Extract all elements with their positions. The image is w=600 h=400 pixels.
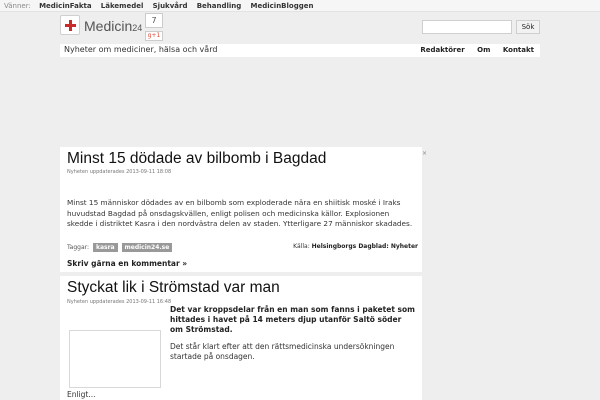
medical-kit-icon[interactable] [60, 15, 80, 35]
tag-medicin24[interactable]: medicin24.se [122, 243, 173, 252]
friend-link-sjukvard[interactable]: Sjukvård [152, 2, 188, 10]
logo-suffix: 24 [132, 23, 143, 33]
site-header [60, 12, 540, 45]
nav-om[interactable]: Om [477, 46, 491, 54]
main-nav [410, 46, 534, 54]
source-label: Källa: [293, 243, 310, 250]
friend-link-behandling[interactable]: Behandling [196, 2, 242, 10]
source-link[interactable]: Helsingborgs Dagblad: Nyheter [311, 243, 418, 250]
close-icon[interactable]: × [422, 150, 428, 157]
share-count: 7 [145, 13, 163, 28]
friend-link-medicinfakta[interactable]: MedicinFakta [39, 2, 92, 10]
friends-label: Vänner: [4, 2, 31, 10]
article-title[interactable]: Styckat lik i Strömstad var man [67, 279, 280, 296]
nav-kontakt[interactable]: Kontakt [502, 46, 534, 54]
friends-bar [0, 0, 600, 12]
write-comment-link[interactable]: Skriv gärna en kommentar » [67, 259, 188, 268]
tag-kasra[interactable]: kasra [93, 243, 118, 252]
article-card [60, 147, 422, 272]
article-paragraph: Det står klart efter att den rättsmedicinska undersökningen startade på onsdagen. [170, 342, 395, 361]
tags-label: Taggar: [67, 244, 90, 251]
article-lead: Det var kroppsdelar från en man som fanns i paketet som hittades i havet på 14 meters djup utanför Saltö söder om Strömstad. [170, 305, 415, 334]
article-thumbnail[interactable] [69, 330, 161, 388]
article-excerpt-continued: Enligt... [67, 390, 96, 399]
friend-link-medicinbloggen[interactable]: MedicinBloggen [250, 2, 314, 10]
article-updated: Nyheten uppdaterades 2013-09-11 18:08 [67, 169, 172, 175]
article-updated: Nyheten uppdaterades 2013-09-11 16:48 [67, 299, 172, 305]
article-source [293, 243, 418, 250]
article-card [60, 276, 422, 400]
article-body: Minst 15 människor dödades av en bilbomb som exploderade nära en shiitisk moské i Iraks huvudstad Bagdad på onsdagskvällen, enligt polisen och medicinska källor. Explosionen skedde i distriktet Kasra i den nordvästra delen av staden. Ytterligare 27 människor skadades. [67, 198, 413, 228]
search-input[interactable] [422, 20, 512, 34]
friend-link-lakemedel[interactable]: Läkemedel [100, 2, 144, 10]
search-button[interactable]: Sök [516, 20, 540, 34]
article-tags [67, 243, 172, 252]
nav-redaktorer[interactable]: Redaktörer [420, 46, 465, 54]
google-plus-button[interactable]: g+1 [145, 31, 163, 41]
sub-navigation [60, 44, 540, 57]
site-tagline: Nyheter om mediciner, hälsa och vård [64, 45, 218, 54]
site-logo[interactable] [84, 18, 142, 34]
article-title[interactable]: Minst 15 dödade av bilbomb i Bagdad [67, 150, 327, 167]
logo-name: Medicin [84, 18, 133, 34]
